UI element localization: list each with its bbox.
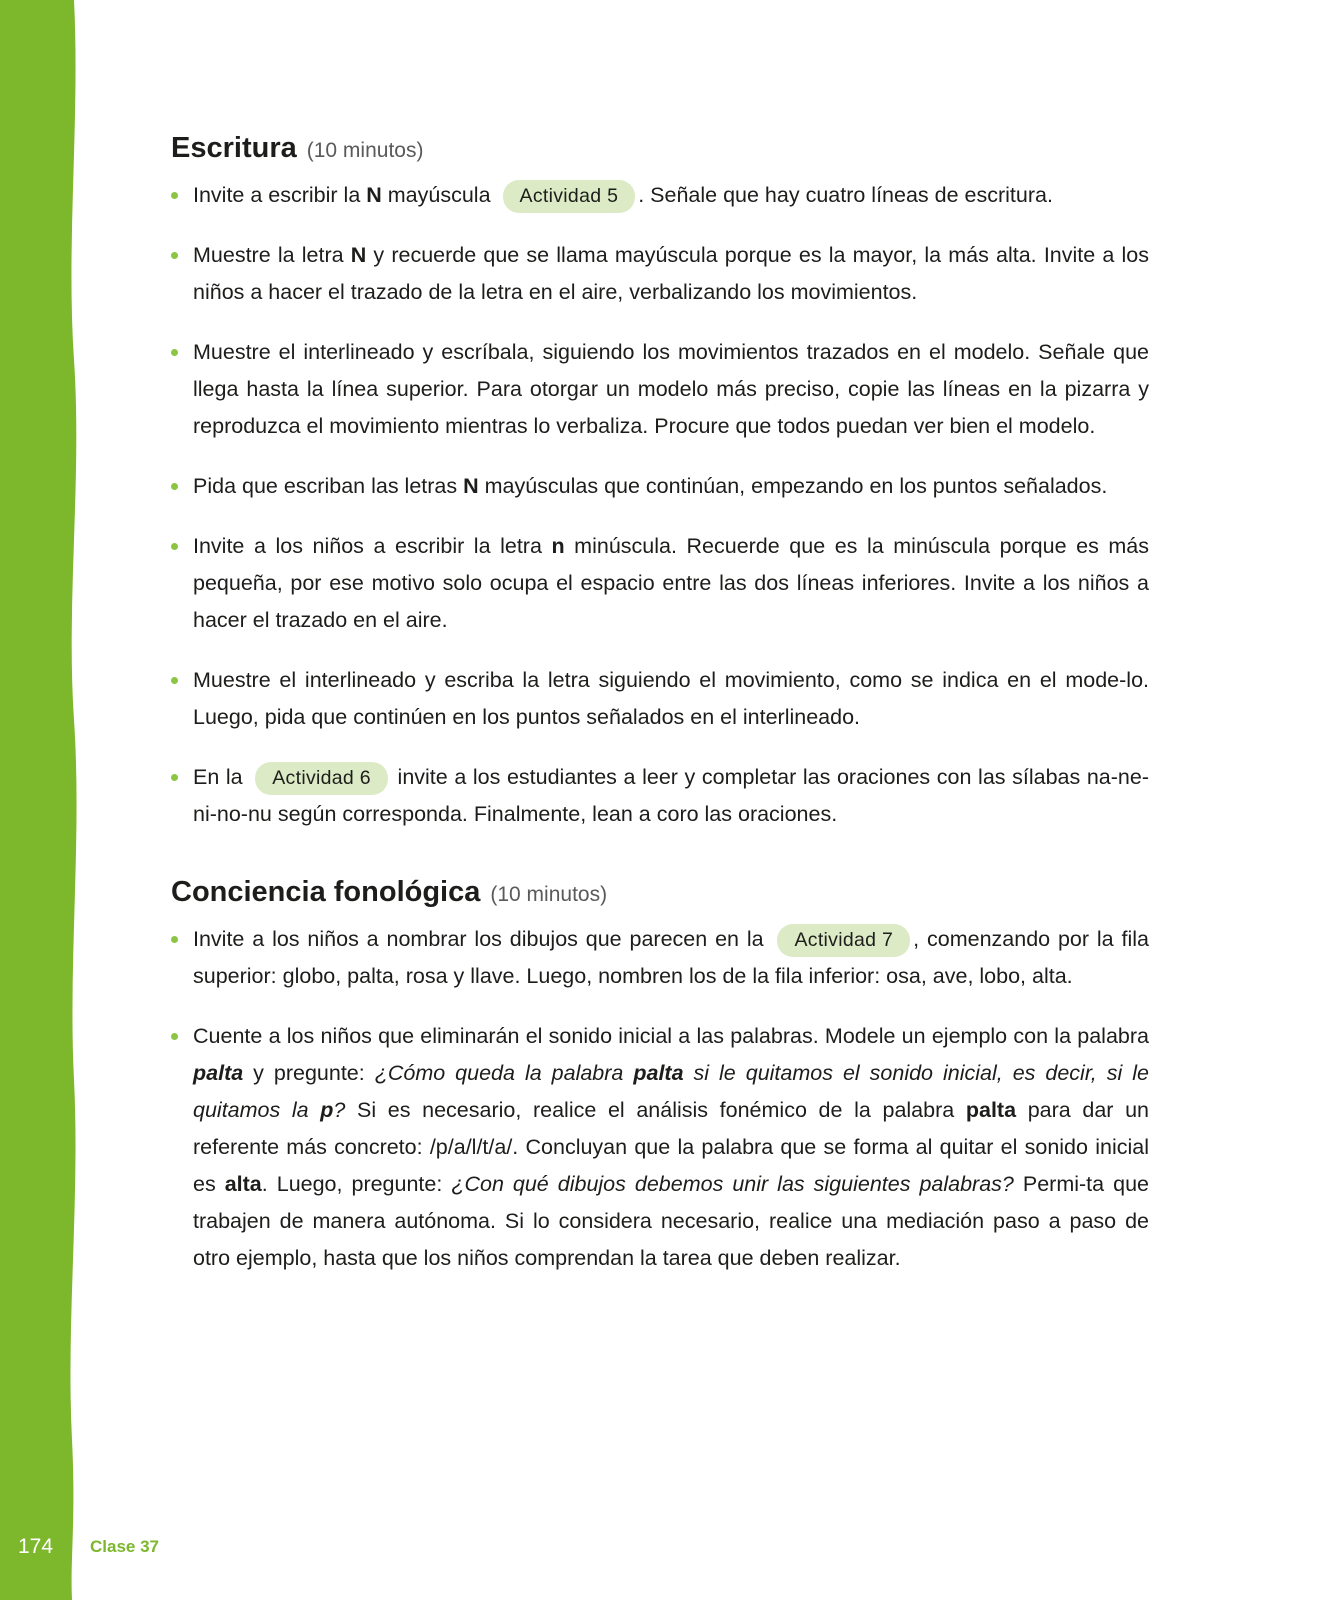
clase-label: Clase 37	[90, 1537, 159, 1556]
section-title: Escritura	[171, 132, 297, 164]
green-side-band	[0, 0, 90, 1600]
list-item: Muestre el interlineado y escríbala, siguiendo los movimientos trazados en el modelo. Señale que llega hasta la línea superior. Para otorgar un modelo más preciso, copie las líneas en la pizarra y reproduzca el movimiento mientras lo verbaliza. Procure que todos puedan ver bien el modelo.	[171, 334, 1149, 445]
activity-badge: Actividad 5	[503, 180, 636, 213]
section-heading-conciencia	[171, 876, 1149, 909]
list-item: Cuente a los niños que eliminarán el sonido inicial a las palabras. Modele un ejemplo con la palabra palta y pregunte: ¿Cómo queda la palabra palta si le quitamos el sonido inicial, es decir, si le quitamos la p? Si es necesario, realice el análisis fonémico de la palabra palta para dar un referente más concreto: /p/a/l/t/a/. Concluyan que la palabra que se forma al quitar el sonido inicial es alta. Luego, pregunte: ¿Con qué dibujos debemos unir las siguientes palabras? Permi-ta que trabajen de manera autónoma. Si lo considera necesario, realice una mediación paso a paso de otro ejemplo, hasta que los niños comprendan la tarea que deben realizar.	[171, 1018, 1149, 1277]
activity-badge: Actividad 6	[255, 762, 388, 795]
list-item: Invite a los niños a nombrar los dibujos que parecen en la Actividad 7 , comenzando por la fila superior: globo, palta, rosa y llave. Luego, nombren los de la fila inferior: osa, ave, lobo, alta.	[171, 921, 1149, 995]
escritura-list	[171, 177, 1149, 833]
list-item: Invite a los niños a escribir la letra n minúscula. Recuerde que es la minúscula porque es más pequeña, por ese motivo solo ocupa el espacio entre las dos líneas inferiores. Invite a los niños a hacer el trazado en el aire.	[171, 528, 1149, 639]
list-item: Muestre el interlineado y escriba la letra siguiendo el movimiento, como se indica en el mode-lo. Luego, pida que continúen en los puntos señalados en el interlineado.	[171, 662, 1149, 736]
page-content	[171, 128, 1149, 1300]
list-item: Pida que escriban las letras N mayúsculas que continúan, empezando en los puntos señalados.	[171, 468, 1149, 505]
conciencia-list	[171, 921, 1149, 1277]
section-heading-escritura	[171, 132, 1149, 165]
section-duration: (10 minutos)	[306, 139, 424, 162]
list-item: En la Actividad 6 invite a los estudiantes a leer y completar las oraciones con las sílabas na-ne-ni-no-nu según corresponda. Finalmente, lean a coro las oraciones.	[171, 759, 1149, 833]
list-item: Invite a escribir la N mayúscula Actividad 5 . Señale que hay cuatro líneas de escritura.	[171, 177, 1149, 214]
activity-badge: Actividad 7	[777, 924, 910, 957]
list-item: Muestre la letra N y recuerde que se llama mayúscula porque es la mayor, la más alta. Invite a los niños a hacer el trazado de la letra en el aire, verbalizando los movimientos.	[171, 237, 1149, 311]
section-title: Conciencia fonológica	[171, 876, 481, 908]
section-duration: (10 minutos)	[490, 883, 608, 906]
page-number: 174	[18, 1535, 54, 1558]
